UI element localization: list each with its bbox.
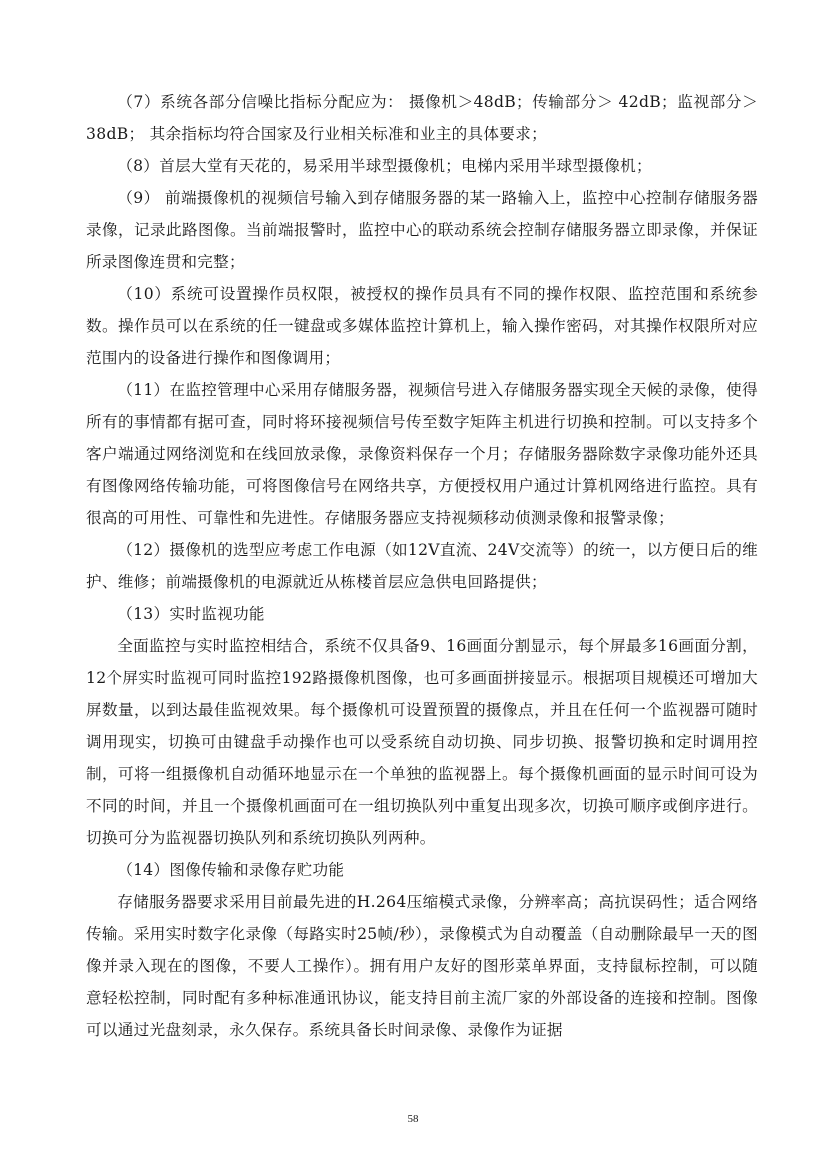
paragraph-8-lobby-camera: （8）首层大堂有天花的，易采用半球型摄像机；电梯内采用半球型摄像机； (117, 157, 652, 175)
section-heading-realtime-monitoring: （13）实时监视功能 (117, 605, 265, 623)
paragraph-transmission-storage: 存储服务器要求采用目前最先进的H.264压缩模式录像，分辨率高；高抗误码性；适合网络传输。采用实时数字化录像（每路实时25帧/秒），录像模式为自动覆盖（自动删除最早一天的图像并录入现在的图像，不要人工操作）。拥有用户友好的图形菜单界面，支持鼠标控制，可以随意轻松控制，同时配有多种标准通讯协议，能支持目前主流厂家的外部设备的连接和控制。图像可以通过光盘刻录，永久保存。系统具备长时间录像、录像作为证据 (86, 893, 758, 1039)
body-text (86, 86, 758, 1046)
paragraph-realtime-monitoring: 全面监控与实时监控相结合，系统不仅具备9、16画面分割显示，每个屏最多16画面分割，12个屏实时监视可同时监控192路摄像机图像，也可多画面拼接显示。根据项目规模还可增加大屏数量，以到达最佳监视效果。每个摄像机可设置预置的摄像点，并且在任何一个监视器可随时调用现实，切换可由键盘手动操作也可以受系统自动切换、同步切换、报警切换和定时调用控制，可将一组摄像机自动循环地显示在一个单独的监视器上。每个摄像机画面的显示时间可设为不同的时间，并且一个摄像机画面可在一组切换队列中重复出现多次，切换可顺序或倒序进行。切换可分为监视器切换队列和系统切换队列两种。 (86, 637, 758, 847)
paragraph-9-alarm-recording: （9） 前端摄像机的视频信号输入到存储服务器的某一路输入上，监控中心控制存储服务器录像，记录此路图像。当前端报警时，监控中心的联动系统会控制存储服务器立即录像，并保证所录图像连贯和完整； (86, 189, 758, 271)
paragraph-12-camera-power: （12）摄像机的选型应考虑工作电源（如12V直流、24V交流等）的统一，以方便日后的维护、维修；前端摄像机的电源就近从栋楼首层应急供电回路提供； (86, 541, 758, 591)
paragraph-7-snr: （7）系统各部分信噪比指标分配应为： 摄像机＞48dB；传输部分＞ 42dB；监视部分＞ 38dB； 其余指标均符合国家及行业相关标准和业主的具体要求； (86, 93, 758, 143)
paragraph-11-storage-server: （11）在监控管理中心采用存储服务器，视频信号进入存储服务器实现全天候的录像，使得所有的事情都有据可查，同时将环接视频信号传至数字矩阵主机进行切换和控制。可以支持多个客户端通过网络浏览和在线回放录像，录像资料保存一个月；存储服务器除数字录像功能外还具有图像网络传输功能，可将图像信号在网络共享，方便授权用户通过计算机网络进行监控。具有很高的可用性、可靠性和先进性。存储服务器应支持视频移动侦测录像和报警录像； (86, 381, 758, 527)
section-heading-transmission-storage: （14）图像传输和录像存贮功能 (117, 861, 345, 879)
paragraph-10-operator-permissions: （10）系统可设置操作员权限，被授权的操作员具有不同的操作权限、监控范围和系统参数。操作员可以在系统的任一键盘或多媒体监控计算机上，输入操作密码，对其操作权限所对应范围内的设备进行操作和图像调用； (86, 285, 758, 367)
page-number: 58 (407, 1113, 419, 1125)
